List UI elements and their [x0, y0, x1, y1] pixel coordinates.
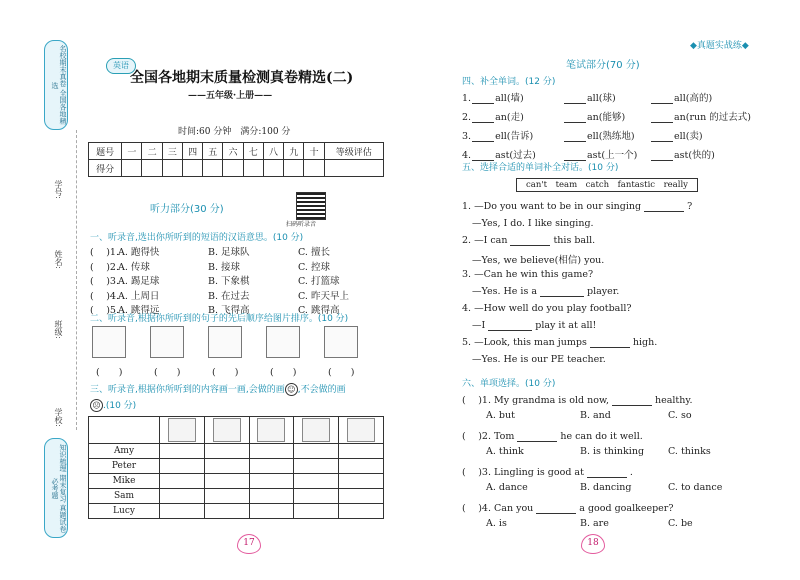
mc-option-a: A. is [486, 518, 507, 529]
question-text-end: ? [687, 201, 693, 212]
student-name: Sam [89, 489, 160, 504]
answer-blank [472, 103, 494, 104]
score-cell [122, 160, 142, 177]
score-cell [324, 160, 383, 177]
word-completion [563, 128, 635, 142]
activity-picture [302, 418, 330, 442]
word-completion [462, 128, 533, 142]
score-header-cell: 六 [223, 143, 243, 160]
answer-blank [488, 330, 532, 331]
mc-option-c: C. to dance [668, 482, 723, 493]
activity-picture [347, 418, 375, 442]
section-2-title: 二、听录音,根据你所听到的句子的先后顺序给图片排序。(10 分) [90, 314, 349, 324]
choice-b: B. 接球 [208, 261, 241, 273]
score-cell [304, 160, 324, 177]
mc-question [462, 464, 633, 478]
drawing-cell [249, 474, 294, 489]
score-cell [284, 160, 304, 177]
answer-text: —Yes. He is a [472, 286, 538, 297]
sport-picture [266, 326, 300, 358]
qr-code [296, 192, 326, 220]
student-name: Amy [89, 444, 160, 459]
drawing-cell [204, 474, 249, 489]
dialogue-answer [472, 320, 596, 331]
choice-c: C. 打篮球 [298, 276, 340, 287]
score-header-cell: 九 [284, 143, 304, 160]
score-cell [243, 160, 263, 177]
order-bracket: ( ) [328, 367, 355, 378]
drawing-cell [204, 459, 249, 474]
choice-a: A. 跳得远 [118, 305, 160, 316]
subject-badge: 英语 [106, 58, 136, 74]
score-header-cell: 一 [122, 143, 142, 160]
drawing-cell [249, 444, 294, 459]
student-id-label: 学号: [54, 180, 63, 199]
dialogue-answer [472, 252, 604, 266]
choice-n: ( )3. [90, 276, 119, 287]
score-cell [182, 160, 202, 177]
activity-picture [168, 418, 196, 442]
mc-question-end: healthy. [654, 395, 693, 406]
word-ending: ell(卖) [674, 131, 703, 142]
mc-question [462, 428, 643, 442]
drawing-cell [204, 444, 249, 459]
answer-text: —Yes, I do. I like singing. [472, 218, 594, 229]
choice-b: B. 下象棋 [208, 276, 250, 287]
order-bracket: ( ) [270, 367, 297, 378]
sport-picture [150, 326, 184, 358]
score-cell [142, 160, 162, 177]
page-number-right: 18 [581, 534, 605, 554]
score-cell [263, 160, 283, 177]
student-name: Mike [89, 474, 160, 489]
question-text-end: high. [632, 337, 658, 348]
activity-picture-cell [249, 417, 294, 444]
word-completion [563, 90, 616, 104]
word-ending: ast(上一个) [587, 150, 638, 161]
choice-a: A. 传球 [118, 261, 150, 273]
drawing-cell [294, 474, 339, 489]
answer-blank [517, 441, 557, 442]
choice-c: C. 跳得高 [298, 305, 340, 316]
answer-blank [590, 347, 630, 348]
sport-picture [92, 326, 126, 358]
dialogue-question [462, 269, 593, 280]
word-ending: ast(快的) [674, 150, 715, 161]
writing-title: 笔试部分(70 分) [566, 60, 640, 71]
grade-subtitle: ——五年级·上册—— [188, 91, 273, 101]
choice-a: A. 上周日 [118, 290, 160, 302]
mc-option-c: C. thinks [668, 446, 711, 457]
answer-text: —Yes, we believe(相信) you. [472, 255, 605, 266]
word-ending: an(run 的过去式) [674, 112, 751, 123]
name-label: 姓名: [54, 250, 63, 269]
score-header-cell: 题号 [89, 143, 122, 160]
choice-b: B. 在过去 [208, 290, 250, 302]
drawing-cell [160, 489, 205, 504]
answer-blank [651, 122, 673, 123]
answer-blank [651, 103, 673, 104]
cut-line [76, 130, 77, 430]
answer-blank [651, 160, 673, 161]
score-header-cell: 等级评估 [324, 143, 383, 160]
answer-blank [472, 122, 494, 123]
dialogue-answer [472, 354, 606, 365]
activity-picture-cell [160, 417, 205, 444]
page-number-left: 17 [237, 534, 261, 554]
choice-n: ( )2. [90, 261, 119, 273]
score-header-cell: 七 [243, 143, 263, 160]
dialogue-question [462, 235, 595, 246]
activity-picture [213, 418, 241, 442]
drawing-cell [249, 489, 294, 504]
choice-b: B. 飞得高 [208, 305, 250, 316]
activity-picture-cell [339, 417, 384, 444]
mc-option-a: A. dance [486, 482, 528, 493]
activity-picture [257, 418, 285, 442]
mc-question-text: ( )1. My grandma is old now, [462, 395, 609, 406]
item-number: 3. [462, 131, 472, 142]
answer-blank [510, 245, 550, 246]
exam-title: 全国各地期末质量检测真卷精选(二) [130, 70, 354, 86]
word-ending: all(高的) [674, 93, 713, 104]
choice-n: ( )1. [90, 247, 119, 258]
answer-blank [564, 103, 586, 104]
answer-blank [540, 296, 584, 297]
drawing-cell [204, 489, 249, 504]
choice-c: C. 昨天早上 [298, 290, 349, 302]
series-label-top: 名校期末真卷 全国各地精选 [44, 40, 68, 130]
score-header-cell: 三 [162, 143, 182, 160]
choice-a: A. 跑得快 [118, 247, 160, 258]
section-3-title-text: 三、听录音,根据你所听到的内容画一画,会做的画 [90, 385, 285, 395]
section-5-title: 五、选择合适的单词补全对话。(10 分) [462, 163, 619, 173]
question-text-end: this ball. [553, 235, 596, 246]
drawing-cell [160, 444, 205, 459]
answer-blank [564, 141, 586, 142]
sad-face-icon: ☹ [90, 399, 103, 412]
word-completion [563, 109, 625, 123]
dialogue-question [462, 201, 692, 212]
drawing-cell [160, 459, 205, 474]
drawing-cell [160, 474, 205, 489]
student-name: Lucy [89, 504, 160, 519]
word-completion [650, 128, 703, 142]
order-bracket: ( ) [96, 367, 123, 378]
smile-face-icon: ☺ [285, 383, 298, 396]
drawing-cell [339, 474, 384, 489]
section-3-title [90, 382, 346, 396]
drawing-cell [294, 504, 339, 519]
choice-n: ( )5. [90, 305, 119, 316]
sport-picture [324, 326, 358, 358]
answer-blank [536, 513, 576, 514]
drawing-cell [160, 504, 205, 519]
item-number: 2. [462, 112, 472, 123]
score-header-cell: 八 [263, 143, 283, 160]
word-completion [563, 147, 637, 161]
dialogue-question [462, 337, 657, 348]
mc-question-end: a good goalkeeper? [579, 503, 674, 514]
school-label: 学校: [54, 408, 63, 427]
qr-caption: 扫码听录音 [286, 221, 317, 228]
word-ending: all(墙) [495, 93, 524, 104]
dialogue-answer [472, 286, 619, 297]
practice-banner: ◆真题实战练◆ [690, 41, 749, 51]
question-text: 5. —Look, this man jumps [462, 337, 587, 348]
drawing-cell [294, 489, 339, 504]
mc-question-text: ( )4. Can you [462, 503, 534, 514]
drawing-table [88, 416, 384, 519]
word-completion [650, 90, 712, 104]
dialogue-answer [472, 218, 594, 229]
word-completion [462, 90, 524, 104]
drawing-cell [204, 504, 249, 519]
word-completion [462, 147, 536, 161]
score-header-cell: 五 [203, 143, 223, 160]
item-number: 4. [462, 150, 472, 161]
section-1-title: 一、听录音,选出你所听到的短语的汉语意思。(10 分) [90, 233, 304, 243]
answer-text-end: player. [587, 286, 620, 297]
mc-question [462, 500, 673, 514]
time-info: 时间:60 分钟 满分:100 分 [178, 127, 291, 137]
word-completion [650, 109, 751, 123]
mc-option-a: A. but [486, 410, 515, 421]
section-3-title-line2 [90, 398, 136, 412]
mc-question-end: he can do it well. [560, 431, 643, 442]
score-cell [223, 160, 243, 177]
score-cell [203, 160, 223, 177]
score-table [88, 142, 384, 177]
drawing-cell [339, 459, 384, 474]
word-completion [462, 109, 524, 123]
mc-option-b: B. is thinking [580, 446, 645, 457]
section-6-title: 六、单项选择。(10 分) [462, 379, 556, 389]
series-label-bottom: 知识梳理 期末复习 真题试卷 必考题 [44, 438, 68, 538]
activity-picture-cell [204, 417, 249, 444]
answer-blank [644, 211, 684, 212]
student-name: Peter [89, 459, 160, 474]
word-ending: an(走) [495, 112, 524, 123]
item-number: 1. [462, 93, 472, 104]
score-row-label: 得分 [89, 160, 122, 177]
choice-c: C. 擅长 [298, 247, 330, 258]
section-3-points: .(10 分) [103, 401, 137, 411]
mc-option-c: C. so [668, 410, 692, 421]
word-box: can't team catch fantastic really [516, 178, 698, 192]
answer-text: —Yes. He is our PE teacher. [472, 354, 606, 365]
word-ending: ell(告诉) [495, 131, 534, 142]
answer-blank [472, 141, 494, 142]
choice-n: ( )4. [90, 290, 119, 302]
mc-question-text: ( )2. Tom [462, 431, 515, 442]
mc-option-a: A. think [486, 446, 524, 457]
word-ending: ast(过去) [495, 150, 536, 161]
binding-margin [0, 0, 80, 580]
mc-option-c: C. be [668, 518, 693, 529]
word-ending: ell(熟练地) [587, 131, 635, 142]
sport-picture [208, 326, 242, 358]
section-4-title: 四、补全单词。(12 分) [462, 77, 556, 87]
question-text: 2. —I can [462, 235, 508, 246]
class-label: 班级: [54, 320, 63, 339]
question-text: 1. —Do you want to be in our singing [462, 201, 642, 212]
score-header-cell: 十 [304, 143, 324, 160]
order-bracket: ( ) [212, 367, 239, 378]
order-bracket: ( ) [154, 367, 181, 378]
drawing-cell [294, 444, 339, 459]
mc-question-text: ( )3. Lingling is good at [462, 467, 584, 478]
mc-option-b: B. are [580, 518, 609, 529]
word-ending: an(能够) [587, 112, 626, 123]
choice-b: B. 足球队 [208, 247, 250, 258]
activity-picture-cell [294, 417, 339, 444]
question-text: 3. —Can he win this game? [462, 269, 594, 280]
answer-blank [564, 122, 586, 123]
choice-a: A. 踢足球 [118, 276, 160, 287]
listening-title: 听力部分(30 分) [150, 204, 224, 215]
word-completion [650, 147, 715, 161]
score-header-cell: 二 [142, 143, 162, 160]
drawing-cell [339, 444, 384, 459]
answer-blank [587, 477, 627, 478]
drawing-cell [249, 504, 294, 519]
drawing-cell [339, 504, 384, 519]
section-3-title-text2: ,不会做的画 [297, 385, 346, 395]
question-text: 4. —How well do you play football? [462, 303, 632, 314]
name-header-cell [89, 417, 160, 444]
drawing-cell [249, 459, 294, 474]
choice-c: C. 控球 [298, 261, 330, 273]
mc-option-b: B. and [580, 410, 611, 421]
word-ending: all(球) [587, 93, 616, 104]
answer-blank [651, 141, 673, 142]
answer-text-end: play it at all! [535, 320, 597, 331]
mc-question [462, 392, 692, 406]
drawing-cell [339, 489, 384, 504]
score-cell [162, 160, 182, 177]
dialogue-question [462, 303, 632, 314]
drawing-cell [294, 459, 339, 474]
answer-blank [612, 405, 652, 406]
mc-question-end: . [629, 467, 633, 478]
score-header-cell: 四 [182, 143, 202, 160]
mc-option-b: B. dancing [580, 482, 632, 493]
answer-text: —I [472, 320, 486, 331]
